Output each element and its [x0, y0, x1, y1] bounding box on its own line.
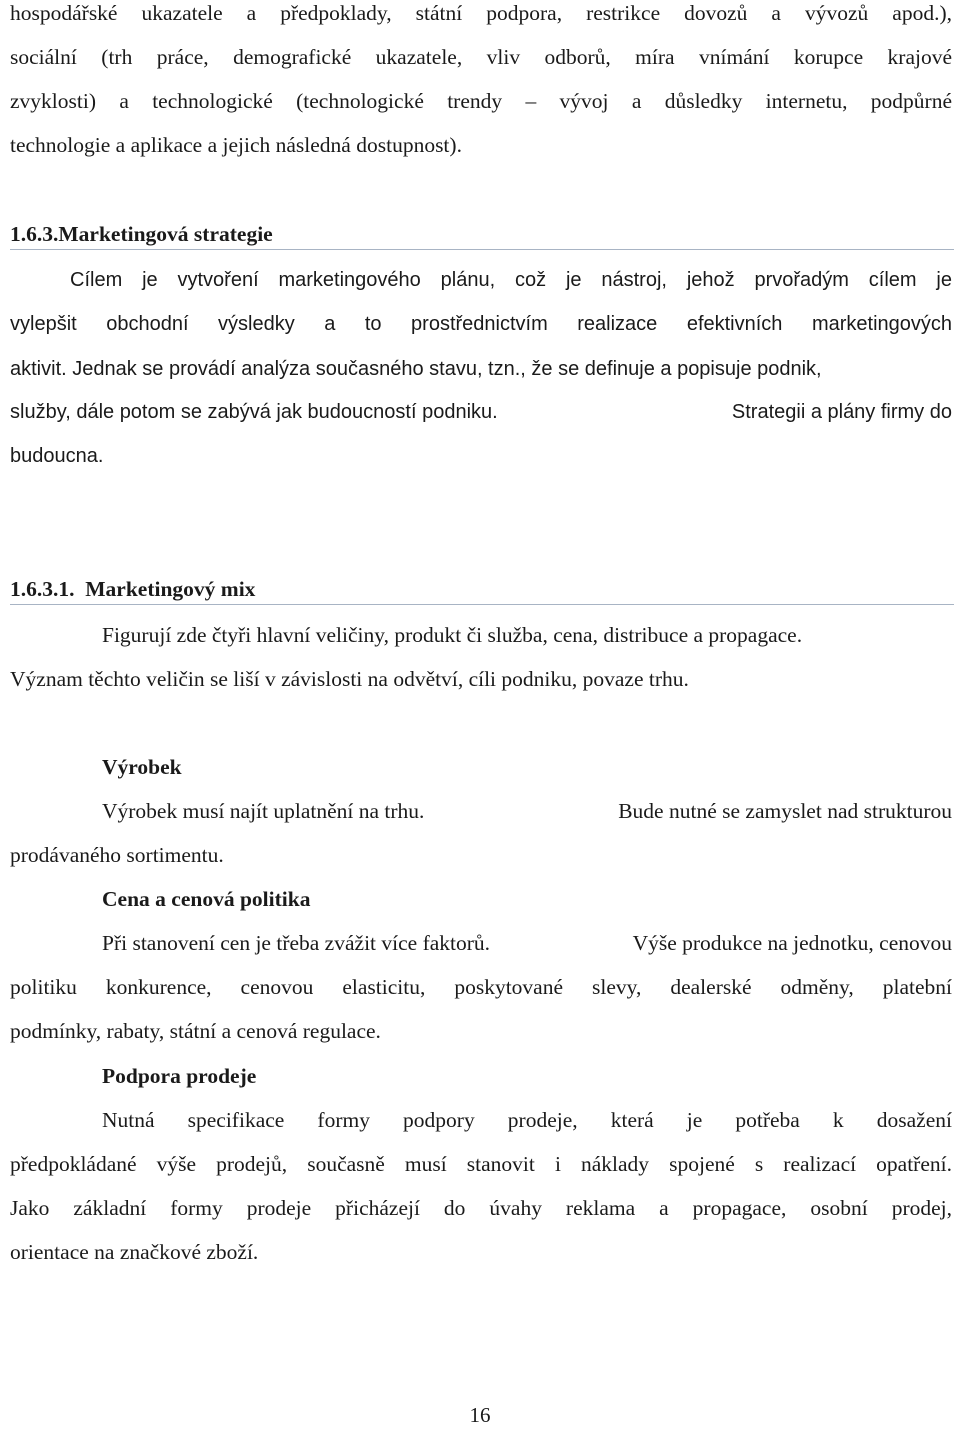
cena-line-3: podmínky, rabaty, státní a cenová regulace.: [10, 1019, 381, 1043]
strategy-line-3: [10, 354, 952, 383]
intro-line-1: hospodářské ukazatele a předpoklady, státní podpora, restrikce dovozů a vývozů apod.),: [10, 1, 952, 25]
strategy-line-4a: služby, dále potom se zabývá jak budoucností podniku.: [10, 401, 498, 423]
section-number: 1.6.3.: [10, 222, 59, 246]
mix-line-1: Figurují zde čtyři hlavní veličiny, produkt či služba, cena, distribuce a propagace.: [102, 623, 803, 647]
strategy-line-1: Cílem je vytvoření marketingového plánu, což je nástroj, jehož prvořadým cílem je: [70, 269, 952, 291]
vyrobek-line-2: prodávaného sortimentu.: [10, 843, 224, 867]
section-title: Marketingová strategie: [58, 222, 273, 246]
subsection-title: Marketingový mix: [85, 577, 256, 601]
cena-line-1a: Při stanovení cen je třeba zvážit více faktorů.: [102, 931, 491, 955]
subsection-number: 1.6.3.1.: [10, 577, 75, 601]
strategy-line-2: vylepšit obchodní výsledky a to prostřednictvím realizace efektivních marketingových: [10, 313, 952, 335]
strategy-line-4b: Strategii a plány firmy do: [731, 401, 952, 423]
cena-line-2: politiku konkurence, cenovou elasticitu, poskytované slevy, dealerské odměny, platební: [10, 975, 952, 999]
intro-line-2: sociální (trh práce, demografické ukazatele, vliv odborů, míra vnímání korupce krajové: [10, 45, 952, 69]
podpora-heading: Podpora prodeje: [102, 1064, 257, 1088]
mix-line-2: Význam těchto veličin se liší v závislosti na odvětví, cíli podniku, povaze trhu.: [10, 667, 689, 691]
strategy-line-3a: aktivit. Jednak se provádí analýza současného stavu, tzn.: [10, 358, 521, 380]
vyrobek-heading: Výrobek: [102, 755, 182, 779]
strategy-line-4: [10, 398, 952, 426]
intro-line-4: technologie a aplikace a jejich následná dostupnost).: [10, 133, 462, 157]
subheading-rule: [10, 604, 954, 605]
vyrobek-line-1: [102, 797, 952, 825]
page-number: 16: [469, 1403, 491, 1427]
podpora-line-4: orientace na značkové zboží.: [10, 1240, 259, 1264]
section-heading-1-6-3: [10, 220, 273, 248]
podpora-line-3: Jako základní formy prodeje přicházejí do úvahy reklama a propagace, osobní prodej,: [10, 1196, 952, 1220]
strategy-line-3b: , že se definuje a popisuje podnik,: [520, 358, 822, 380]
podpora-line-2: předpokládané výše prodejů, současně musí stanovit i náklady spojené s realizací opatření.: [10, 1152, 952, 1176]
strategy-line-5: budoucna.: [10, 445, 104, 467]
cena-line-1b: Výše produkce na jednotku, cenovou: [632, 931, 952, 955]
cena-line-1: [102, 929, 952, 957]
intro-line-3: zvyklosti) a technologické (technologické trendy – vývoj a důsledky internetu, podpůrné: [10, 89, 952, 113]
vyrobek-line-1a: Výrobek musí najít uplatnění na trhu.: [102, 799, 425, 823]
vyrobek-line-1b: Bude nutné se zamyslet nad strukturou: [618, 799, 952, 823]
podpora-line-1: Nutná specifikace formy podpory prodeje, která je potřeba k dosažení: [102, 1108, 952, 1132]
heading-rule: [10, 249, 954, 250]
section-heading-1-6-3-1: [10, 575, 255, 603]
cena-heading: Cena a cenová politika: [102, 887, 311, 911]
